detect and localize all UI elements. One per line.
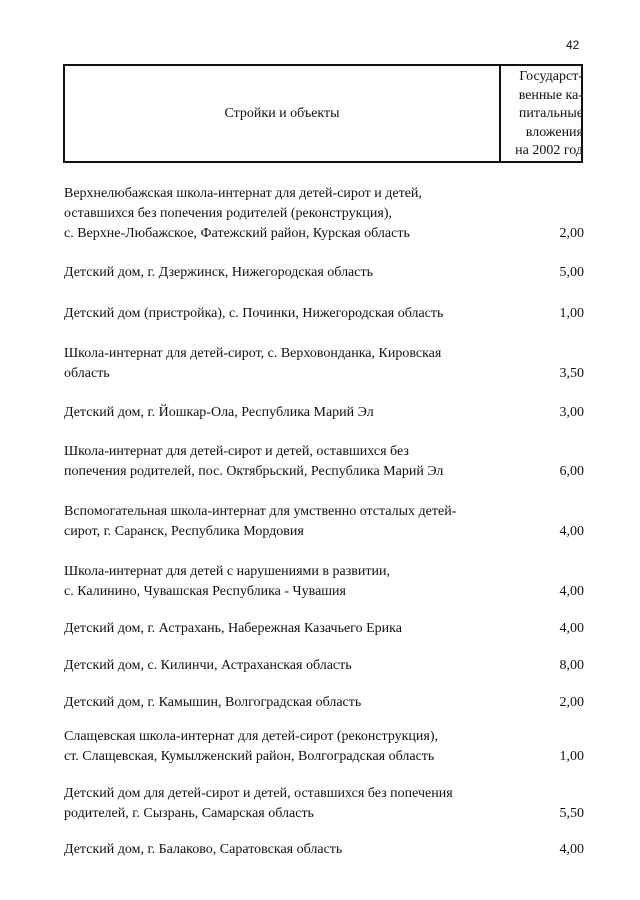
table-row: [64, 502, 584, 542]
row-investment-value: 4,00: [559, 842, 584, 857]
row-investment-value: 4,00: [559, 621, 584, 636]
table-row: [64, 562, 584, 602]
table-body: [64, 184, 584, 860]
row-investment-value: 3,00: [559, 405, 584, 420]
row-investment-value: 4,00: [559, 524, 584, 539]
row-object-name: Школа-интернат для детей-сирот, с. Верховонданка, Кировская область: [64, 346, 442, 381]
row-investment-value: 8,00: [559, 658, 584, 673]
row-object-name: Школа-интернат для детей-сирот и детей, оставшихся без попечения родителей, пос. Октябрьский, Республика Марий Эл: [64, 444, 444, 479]
row-investment-value: 6,00: [559, 464, 584, 479]
row-object-name: Школа-интернат для детей с нарушениями в развитии, с. Калинино, Чувашская Республика - Чувашия: [64, 564, 390, 599]
table-row: [64, 304, 584, 324]
row-object-name: Детский дом, с. Килинчи, Астраханская область: [64, 658, 352, 673]
header-investment-label: Государст- венные ка- питальные вложения на 2002 год: [515, 69, 583, 158]
row-object-name: Детский дом, г. Дзержинск, Нижегородская область: [64, 265, 373, 280]
table-row: [64, 184, 584, 244]
row-object-name: Слащевская школа-интернат для детей-сирот (реконструкция), ст. Слащевская, Кумылженский район, Волгоградская область: [64, 729, 439, 764]
table-row: [64, 442, 584, 482]
row-investment-value: 1,00: [559, 749, 584, 764]
page-number: 42: [566, 38, 580, 52]
row-object-name: Детский дом, г. Йошкар-Ола, Республика Марий Эл: [64, 405, 374, 420]
row-object-name: Детский дом (пристройка), с. Починки, Нижегородская область: [64, 306, 444, 321]
table-row: [64, 619, 584, 639]
table-row: [64, 403, 584, 423]
row-investment-value: 3,50: [559, 366, 584, 381]
table-row: [64, 784, 584, 824]
row-investment-value: 1,00: [559, 306, 584, 321]
row-object-name: Детский дом, г. Камышин, Волгоградская область: [64, 695, 362, 710]
row-object-name: Детский дом для детей-сирот и детей, оставшихся без попечения родителей, г. Сызрань, Самарская область: [64, 786, 453, 821]
row-investment-value: 5,50: [559, 806, 584, 821]
table-row: [64, 693, 584, 713]
row-object-name: Детский дом, г. Астрахань, Набережная Казачьего Ерика: [64, 621, 402, 636]
row-object-name: Детский дом, г. Балаково, Саратовская область: [64, 842, 343, 857]
row-investment-value: 5,00: [559, 265, 584, 280]
table-row: [64, 344, 584, 384]
row-object-name: Вспомогательная школа-интернат для умственно отсталых детей- сирот, г. Саранск, Республика Мордовия: [64, 504, 457, 539]
row-investment-value: 2,00: [559, 695, 584, 710]
table-row: [64, 727, 584, 767]
table-row: [64, 840, 584, 860]
row-investment-value: 4,00: [559, 584, 584, 599]
table-row: [64, 263, 584, 283]
table-header: [63, 64, 583, 163]
row-object-name: Верхнелюбажская школа-интернат для детей-сирот и детей, оставшихся без попечения родителей (реконструкция), с. Верхне-Любажское, Фатежский район, Курская область: [64, 186, 422, 241]
row-investment-value: 2,00: [559, 226, 584, 241]
header-objects-label: Стройки и объекты: [224, 105, 340, 121]
table-row: [64, 656, 584, 676]
